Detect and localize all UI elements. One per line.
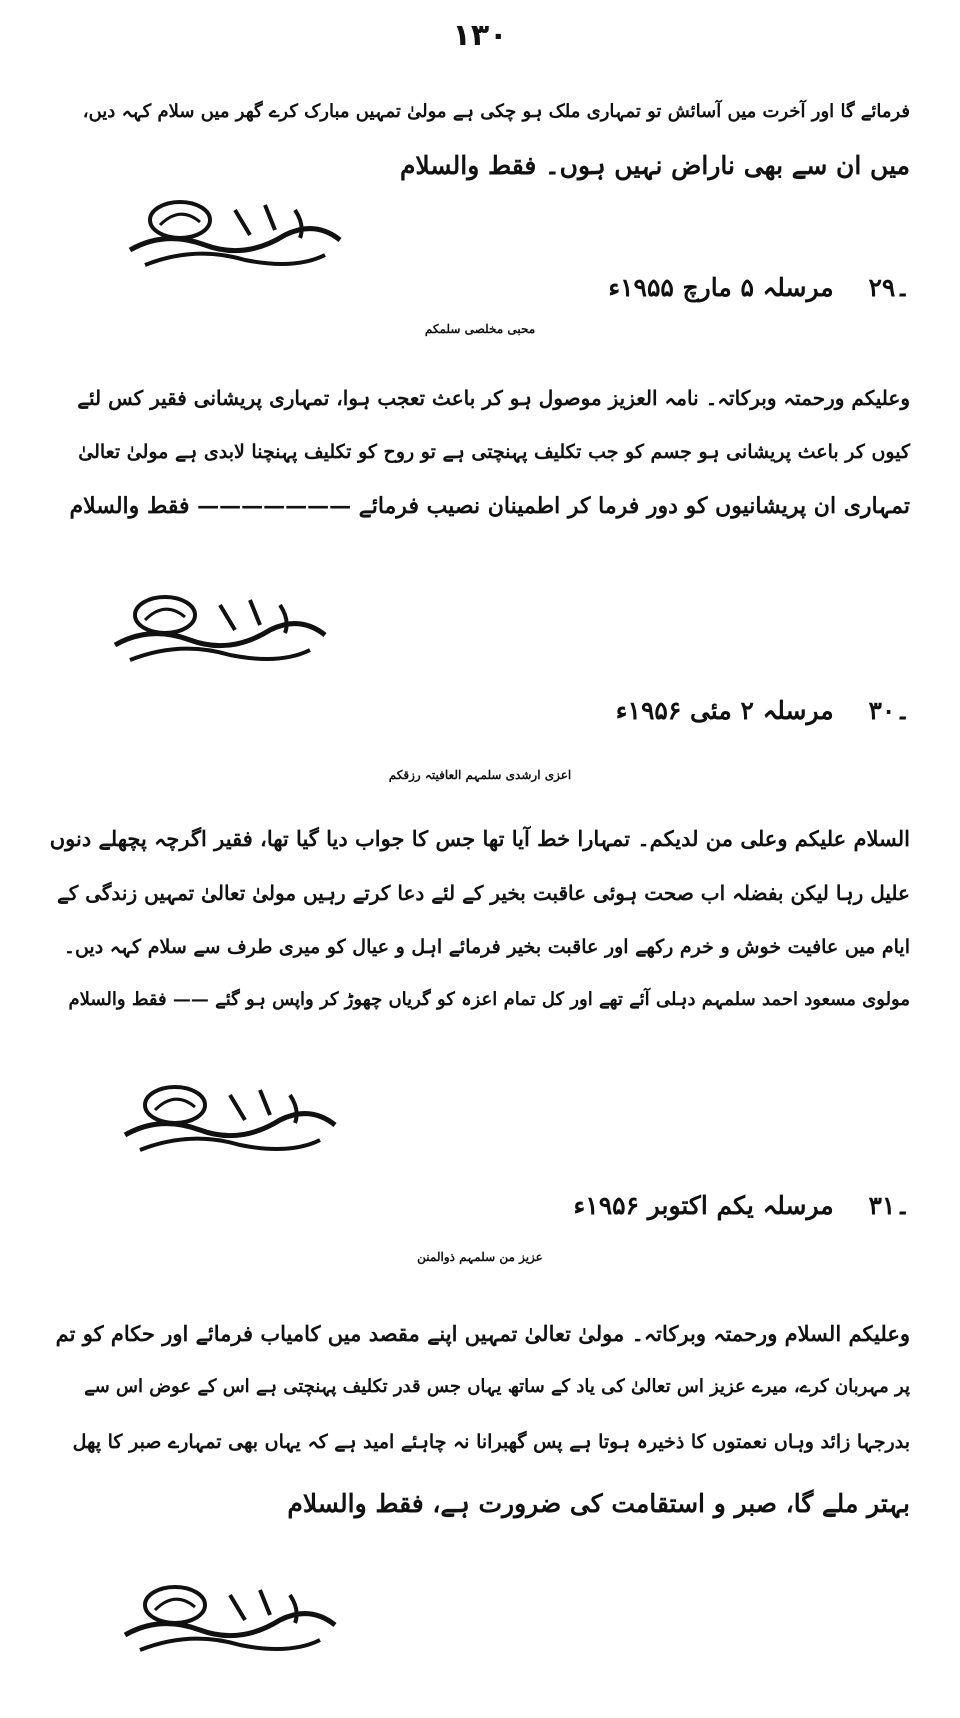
- letter-30-body-line-2: علیل رہا لیکن بفضلہ اب صحت ہوئی عاقبت بخیر کے لئے دعا کرتے رہیں مولیٰ تعالیٰ تمہیں زندگی کے: [57, 881, 910, 905]
- letter-29-body-line-3: تمہاری ان پریشانیوں کو دور فرما کر اطمینان نصیب فرمائے ——————— فقط والسلام: [69, 493, 910, 519]
- letter-31-date: مرسلہ یکم اکتوبر ۱۹۵۶ء: [573, 1191, 834, 1220]
- letter-29-header: [608, 272, 910, 305]
- intro-line-1: فرمائے گا اور آخرت میں آسائش تو تمہاری ملک ہو چکی ہے مولیٰ تمہیں مبارک کرے گھر میں سلام کہہ دیں،: [82, 101, 910, 122]
- page-number: ۱۳۰: [452, 18, 508, 53]
- letter-30-body-line-4: مولوی مسعود احمد سلمہم دہلی آئے تھے اور کل تمام اعزہ کو گریاں چھوڑ کر واپس ہو گئے —— فقط والسلام: [68, 989, 910, 1010]
- signature-seal-graphic: [120, 1575, 350, 1665]
- signature-seal-1: [125, 190, 355, 280]
- signature-seal-graphic: [110, 585, 340, 675]
- letter-30-header: [616, 695, 910, 728]
- letter-29-body-line-1: وعلیکم ورحمتہ وبرکاتہ۔ نامہ العزیز موصول ہو کر باعث تعجب ہوا، تمہاری پریشانی فقیر کس لئے: [77, 386, 910, 410]
- letter-29-salutation: محبی مخلصی سلمکم: [424, 322, 536, 336]
- letter-31-salutation: عزیز من سلمہم ذوالمنن: [417, 1250, 543, 1264]
- letter-29-body-line-2: کیوں کر باعث پریشانی ہو جسم کو جب تکلیف پہنچتی ہے تو روح کو تکلیف پہنچنا لابدی ہے مولیٰ تعالیٰ: [78, 441, 910, 463]
- signature-seal-graphic: [125, 190, 355, 280]
- signature-seal-graphic: [120, 1075, 350, 1165]
- letter-30-date: مرسلہ ۲ مئی ۱۹۵۶ء: [615, 696, 834, 725]
- letter-30-body-line-1: السلام علیکم وعلی من لدیکم۔ تمہارا خط آیا تھا جس کا جواب دیا گیا تھا، فقیر اگرچہ پچھلے دنوں: [49, 826, 910, 851]
- intro-line-2: میں ان سے بھی ناراض نہیں ہوں۔ فقط والسلام: [399, 151, 910, 180]
- letter-29-number: ۔۲۹: [868, 273, 910, 302]
- signature-seal-2: [110, 585, 340, 675]
- letter-30-salutation: اعزی ارشدی سلمہم العافیتہ رزقکم: [388, 768, 572, 782]
- letter-30-body-line-3: ایام میں عافیت خوش و خرم رکھے اور عاقبت بخیر فرمائے اہل و عیال کو میری طرف سے سلام کہہ دیں۔: [63, 936, 910, 958]
- letter-30-number: ۔۳۰: [868, 696, 910, 725]
- letter-31-body-line-4: بہتر ملے گا، صبر و استقامت کی ضرورت ہے، فقط والسلام: [287, 1489, 910, 1518]
- letter-29-date: مرسلہ ۵ مارچ ۱۹۵۵ء: [608, 273, 834, 302]
- signature-seal-4: [120, 1575, 350, 1665]
- signature-seal-3: [120, 1075, 350, 1165]
- letter-31-body-line-2: پر مہربان کرے، میرے عزیز اس تعالیٰ کی یاد کے ساتھ یہاں جس قدر تکلیف پہنچتی ہے اس کے عوض اس سے: [84, 1376, 910, 1397]
- letter-31-header: [574, 1190, 910, 1223]
- letter-31-number: ۔۳۱: [868, 1191, 910, 1220]
- letter-31-body-line-3: بدرجہا زائد وہاں نعمتوں کا ذخیرہ ہوتا ہے پس گھبرانا نہ چاہئے امید ہے کہ یہاں بھی تمہارے صبر کا پھل: [72, 1431, 910, 1453]
- letter-31-body-line-1: وعلیکم السلام ورحمتہ وبرکاتہ۔ مولیٰ تعالیٰ تمہیں اپنے مقصد میں کامیاب فرمائے اور حکام کو تم: [55, 1321, 910, 1346]
